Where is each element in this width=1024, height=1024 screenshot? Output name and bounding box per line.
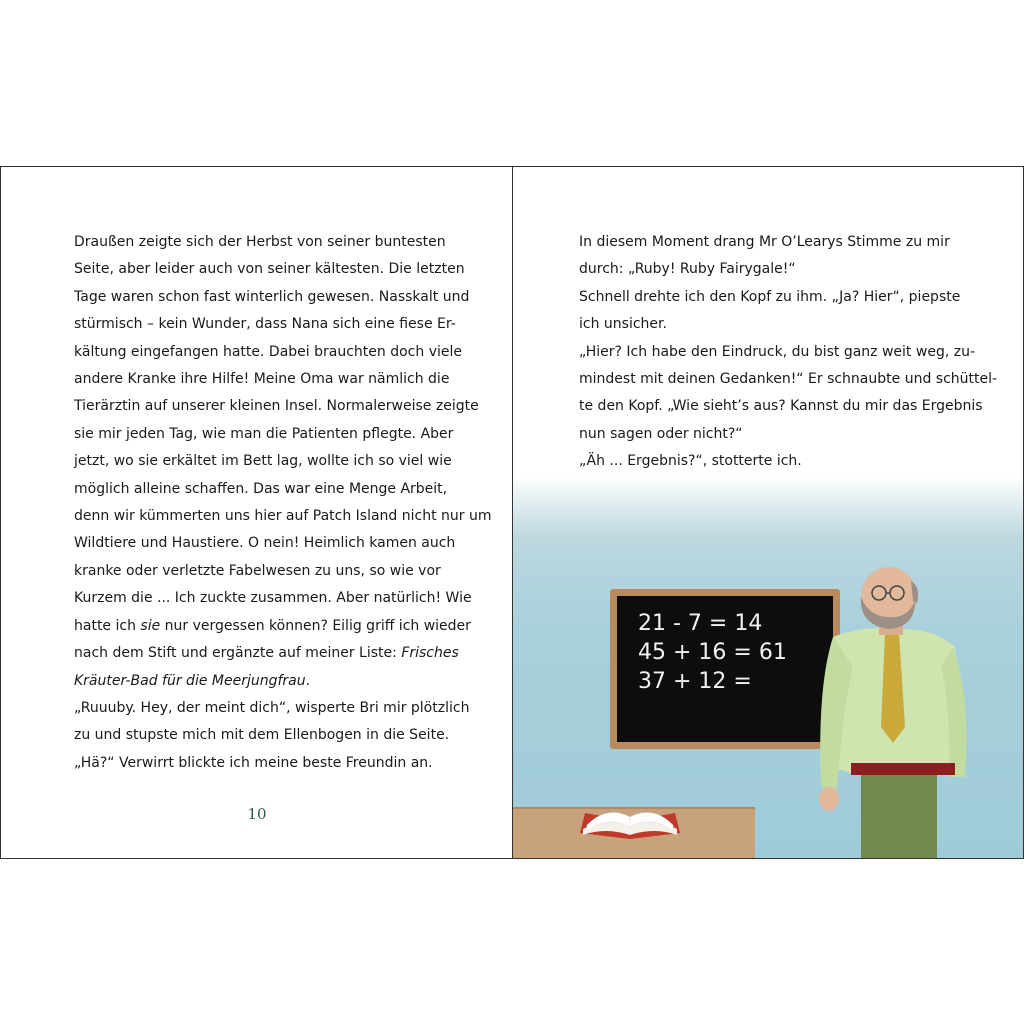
text-line: Wildtiere und Haustiere. O nein! Heimlich kamen auch [74, 535, 456, 552]
text-line: Seite, aber leider auch von seiner kältesten. Die letzten [74, 261, 465, 278]
classroom-illustration [513, 477, 1023, 858]
teacher-figure [803, 567, 983, 858]
text-line: Schnell drehte ich den Kopf zu ihm. „Ja? Hier“, piepste [579, 288, 961, 305]
text-line: stürmisch – kein Wunder, dass Nana sich eine fiese Er- [74, 316, 456, 333]
right-page-text [579, 229, 998, 476]
text-line: ich unsicher. [579, 316, 667, 333]
chalkboard-equation-1: 21 - 7 = 14 [638, 611, 763, 636]
text-segment: hatte ich [74, 617, 141, 634]
text-line [74, 613, 471, 640]
text-line: Draußen zeigte sich der Herbst von seiner buntesten [74, 234, 446, 250]
italic-segment: Frisches [401, 645, 459, 662]
text-line: mindest mit deinen Gedanken!“ Er schnaubte und schüttel- [579, 371, 998, 388]
text-line: te den Kopf. „Wie sieht’s aus? Kannst du mir das Ergebnis [579, 398, 983, 415]
text-line: kältung eingefangen hatte. Dabei brauchten doch viele [74, 343, 462, 360]
text-line: kranke oder verletzte Fabelwesen zu uns, so wie vor [74, 562, 441, 579]
text-line: Kurzem die ... Ich zuckte zusammen. Aber natürlich! Wie [74, 590, 472, 607]
text-line: Tage waren schon fast winterlich gewesen. Nasskalt und [74, 288, 470, 305]
text-line: denn wir kümmerten uns hier auf Patch Island nicht nur um [74, 508, 492, 525]
open-book-icon [575, 795, 685, 845]
text-line: „Ruuuby. Hey, der meint dich“, wisperte Bri mir plötzlich [74, 699, 470, 716]
book-spread [0, 166, 1024, 859]
italic-segment: Kräuter-Bad für die Meerjungfrau [74, 672, 306, 689]
text-line: durch: „Ruby! Ruby Fairygale!“ [579, 261, 796, 278]
text-segment: nach dem Stift und ergänzte auf meiner Liste: [74, 645, 402, 662]
text-line: zu und stupste mich mit dem Ellenbogen in die Seite. [74, 727, 450, 744]
text-line: jetzt, wo sie erkältet im Bett lag, wollte ich so viel wie [74, 453, 452, 470]
text-line: „Hä?“ Verwirrt blickte ich meine beste Freundin an. [74, 754, 433, 771]
italic-segment: sie [140, 617, 161, 634]
text-line: sie mir jeden Tag, wie man die Patienten pflegte. Aber [74, 425, 454, 442]
text-line: andere Kranke ihre Hilfe! Meine Oma war nämlich die [74, 371, 450, 388]
chalkboard-equation-2: 45 + 16 = 61 [638, 640, 787, 665]
text-segment: . [305, 672, 311, 689]
text-line: In diesem Moment drang Mr O’Learys Stimme zu mir [579, 234, 950, 250]
text-segment: nur vergessen können? Eilig griff ich wieder [160, 617, 471, 634]
text-line [74, 668, 449, 695]
page-number: 10 [247, 805, 267, 823]
text-line: Tierärztin auf unserer kleinen Insel. Normalerweise zeigte [74, 398, 479, 415]
text-line: möglich alleine schaffen. Das war eine Menge Arbeit, [74, 480, 448, 497]
right-page [513, 167, 1023, 858]
text-line: nun sagen oder nicht?“ [579, 425, 743, 442]
chalkboard-equation-3: 37 + 12 = [638, 669, 752, 694]
text-line [74, 640, 459, 667]
left-page-text [74, 229, 492, 777]
left-page [1, 167, 513, 858]
text-line: „Hier? Ich habe den Eindruck, du bist ganz weit weg, zu- [579, 343, 975, 360]
text-line: „Äh ... Ergebnis?“, stotterte ich. [579, 453, 802, 470]
